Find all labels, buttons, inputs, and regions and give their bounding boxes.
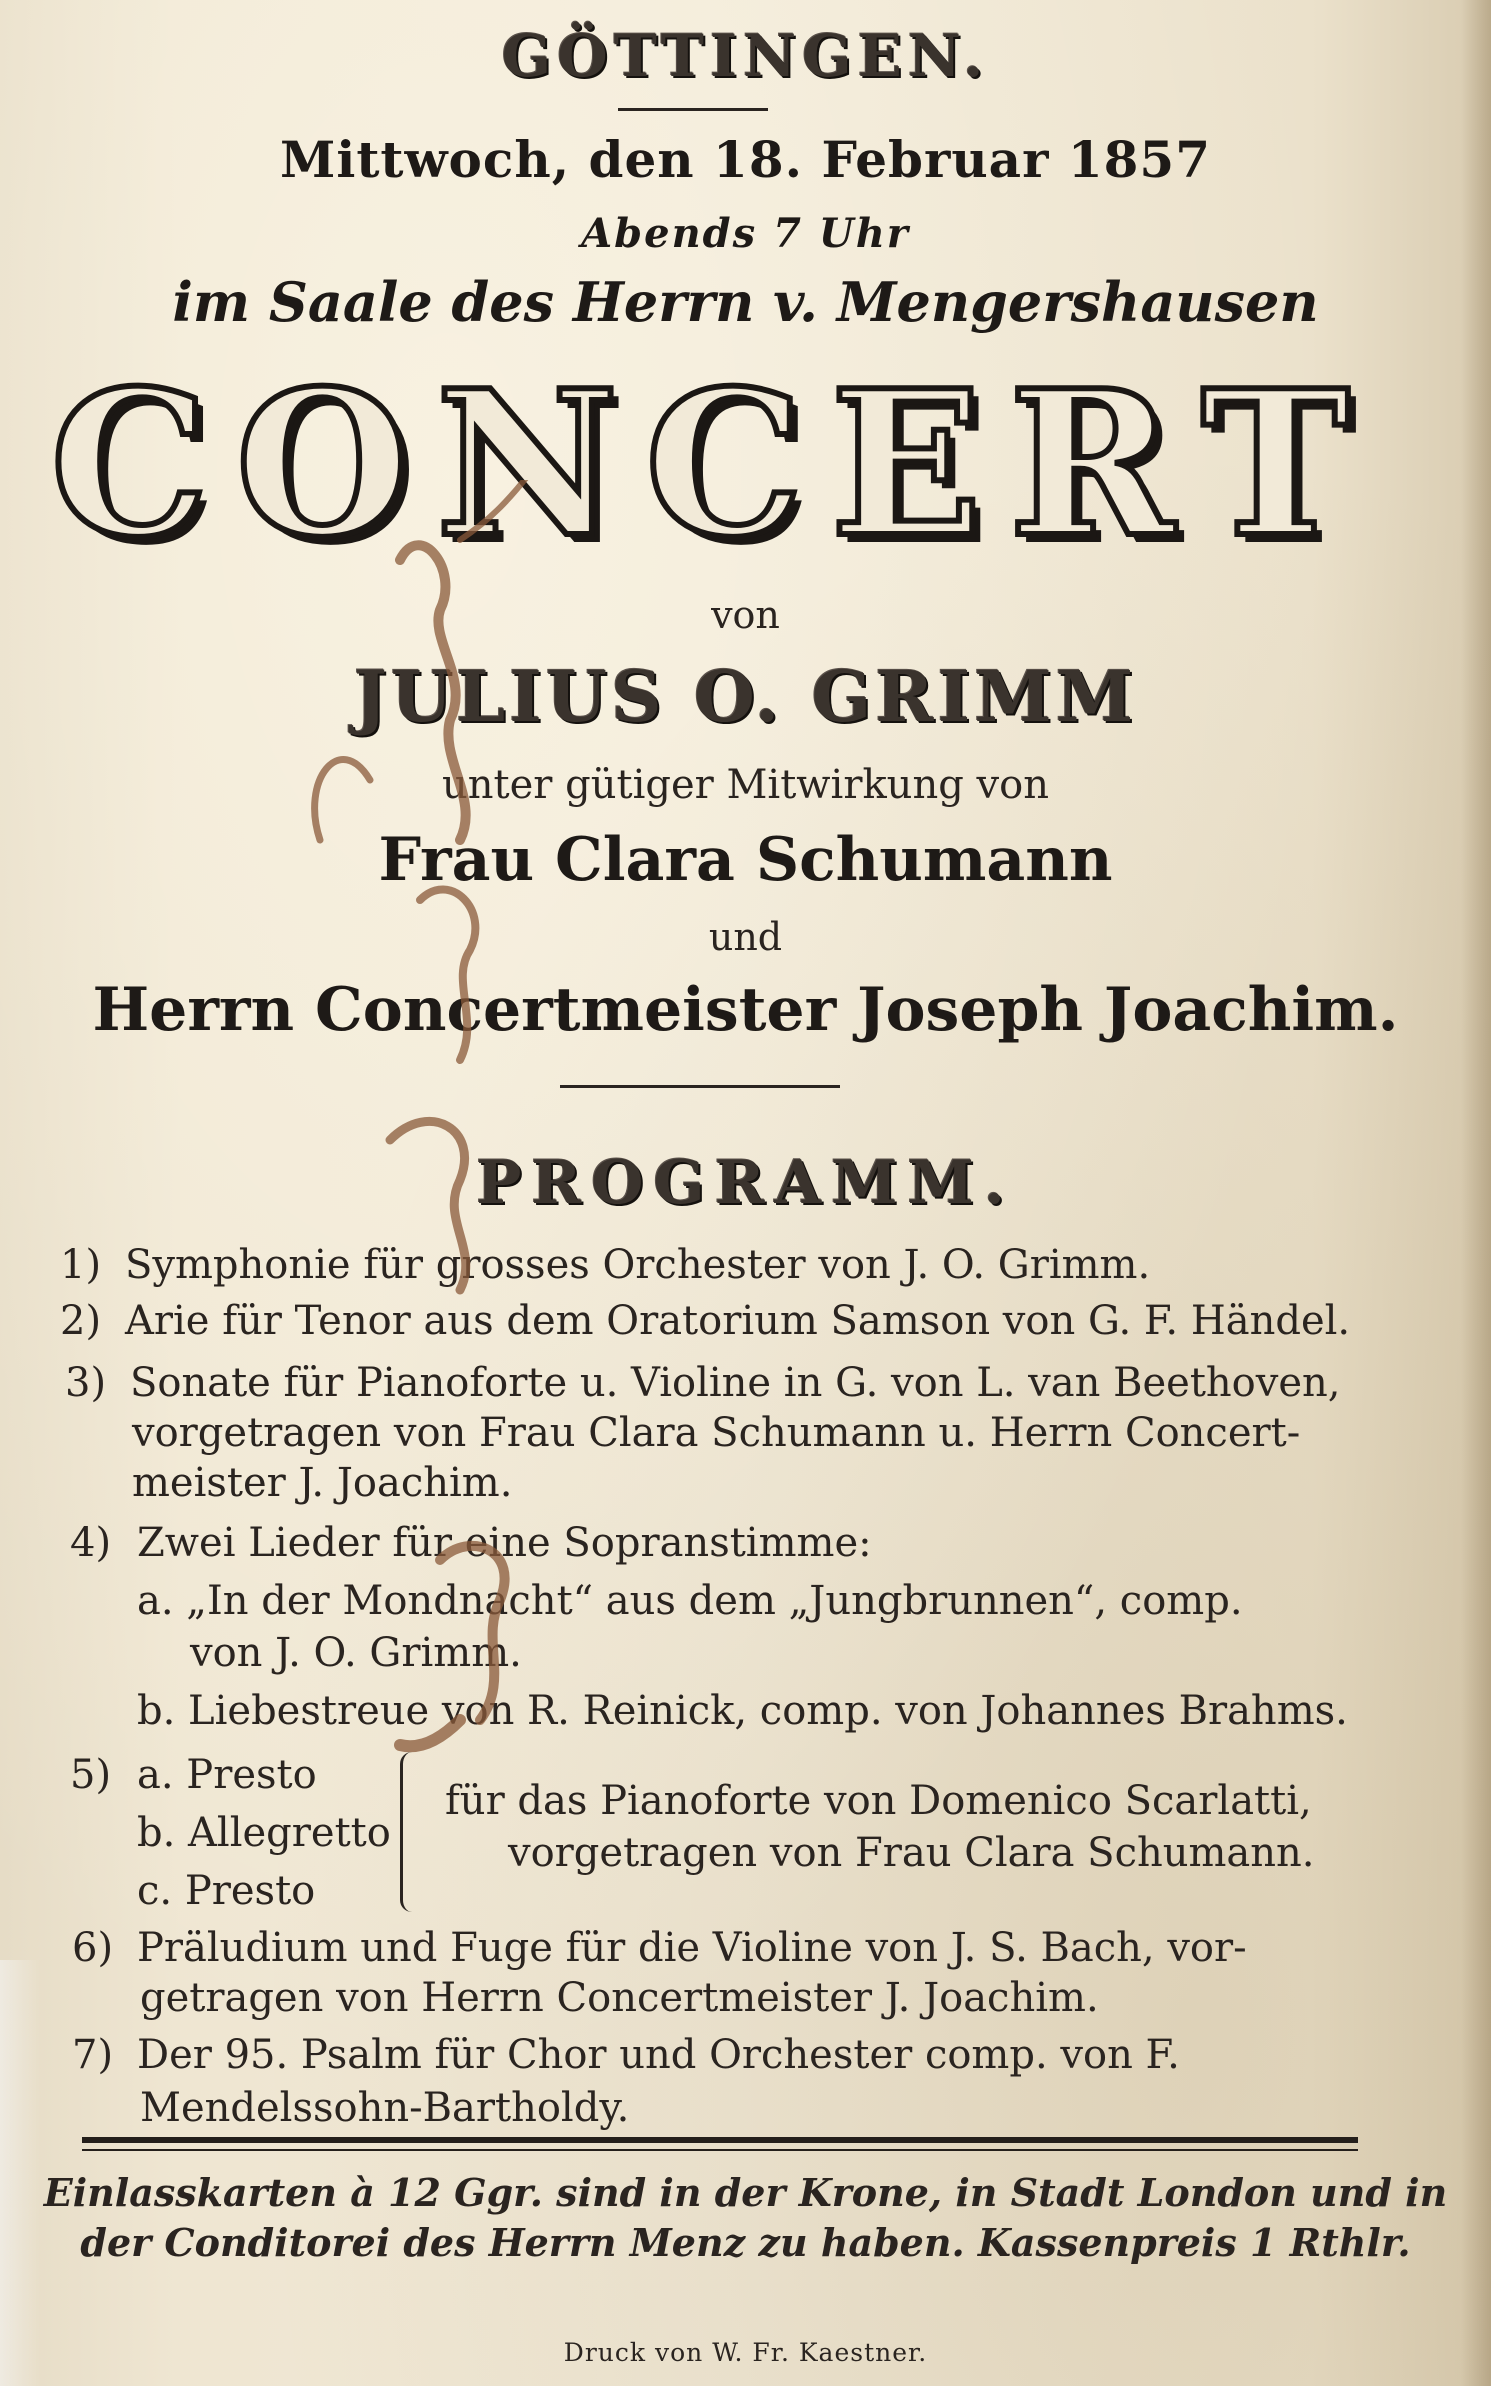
- concert-title: [50, 347, 1350, 582]
- venue-line: im Saale des Herrn v. Mengershausen: [172, 270, 1319, 334]
- program-item-5-brace: [400, 1752, 423, 1912]
- program-heading: PROGRAMM.: [476, 1148, 1015, 1218]
- printer-credit: Druck von W. Fr. Kaestner.: [563, 2338, 928, 2367]
- program-item-6-number: 6): [72, 1925, 114, 1971]
- title-letter: R: [1008, 347, 1175, 582]
- program-item-1-text: Symphonie für grosses Orchester von J. O. Grimm.: [125, 1242, 1151, 1288]
- program-item-2-number: 2): [60, 1298, 102, 1344]
- program-item-5-number: 5): [70, 1752, 112, 1798]
- program-item-4-line-3: von J. O. Grimm.: [190, 1630, 522, 1676]
- time-line: Abends 7 Uhr: [581, 210, 910, 257]
- program-item-5-line-1: für das Pianoforte von Domenico Scarlatti,: [445, 1778, 1312, 1824]
- program-item-4-line-1: Zwei Lieder für eine Sopranstimme:: [137, 1520, 872, 1566]
- program-item-2-text: Arie für Tenor aus dem Oratorium Samson von G. F. Händel.: [125, 1298, 1351, 1344]
- und-text: und: [708, 915, 783, 959]
- program-item-6-line-2: getragen von Herrn Concertmeister J. Joachim.: [140, 1975, 1099, 2021]
- program-item-7-line-1: Der 95. Psalm für Chor und Orchester comp. von F.: [137, 2032, 1180, 2078]
- footer-rule-thick: [82, 2137, 1358, 2143]
- program-item-3-line-2: vorgetragen von Frau Clara Schumann u. Herrn Concert-: [132, 1410, 1301, 1456]
- program-item-5-sub-a: a. Presto: [137, 1752, 317, 1798]
- program-item-4-number: 4): [70, 1520, 112, 1566]
- footer-rule-thin: [82, 2149, 1358, 2151]
- ticket-info-line-2: der Conditorei des Herrn Menz zu haben. Kassenpreis 1 Rthlr.: [80, 2220, 1411, 2265]
- program-item-4-line-2: a. „In der Mondnacht“ aus dem „Jungbrunnen“, comp.: [137, 1578, 1243, 1624]
- town-heading: GÖTTINGEN.: [501, 22, 990, 90]
- program-item-3-line-1: Sonate für Pianoforte u. Violine in G. von L. van Beethoven,: [130, 1360, 1341, 1406]
- title-letter: E: [830, 347, 983, 582]
- soloist-joseph-joachim: Herrn Concertmeister Joseph Joachim.: [92, 975, 1399, 1045]
- program-item-3-line-3: meister J. Joachim.: [132, 1460, 513, 1506]
- ticket-info-line-1: Einlasskarten à 12 Ggr. sind in der Krone, in Stadt London und in: [43, 2170, 1448, 2215]
- program-item-6-line-1: Präludium und Fuge für die Violine von J. S. Bach, vor-: [137, 1925, 1247, 1971]
- cooperation-text: unter gütiger Mitwirkung von: [442, 762, 1049, 808]
- header-rule: [618, 108, 768, 111]
- program-item-5-sub-b: b. Allegretto: [137, 1810, 391, 1856]
- program-item-5-line-2: vorgetragen von Frau Clara Schumann.: [508, 1830, 1315, 1876]
- date-line: Mittwoch, den 18. Februar 1857: [279, 130, 1211, 189]
- soloist-clara-schumann: Frau Clara Schumann: [378, 825, 1113, 895]
- title-letter: T: [1201, 347, 1350, 582]
- title-letter: C: [644, 347, 804, 582]
- title-letter: C: [50, 347, 210, 582]
- program-item-3-number: 3): [65, 1360, 107, 1406]
- program-item-7-line-2: Mendelssohn-Bartholdy.: [140, 2085, 630, 2131]
- program-item-1-number: 1): [60, 1242, 102, 1288]
- title-letter: O: [235, 347, 410, 582]
- title-letter: N: [435, 347, 619, 582]
- von-text: von: [711, 593, 780, 637]
- performer-name: JULIUS O. GRIMM: [353, 655, 1138, 738]
- program-item-7-number: 7): [72, 2032, 114, 2078]
- program-item-5-sub-c: c. Presto: [137, 1868, 316, 1914]
- title-rule: [560, 1085, 840, 1088]
- program-item-4-line-4: b. Liebestreue von R. Reinick, comp. von Johannes Brahms.: [137, 1688, 1348, 1734]
